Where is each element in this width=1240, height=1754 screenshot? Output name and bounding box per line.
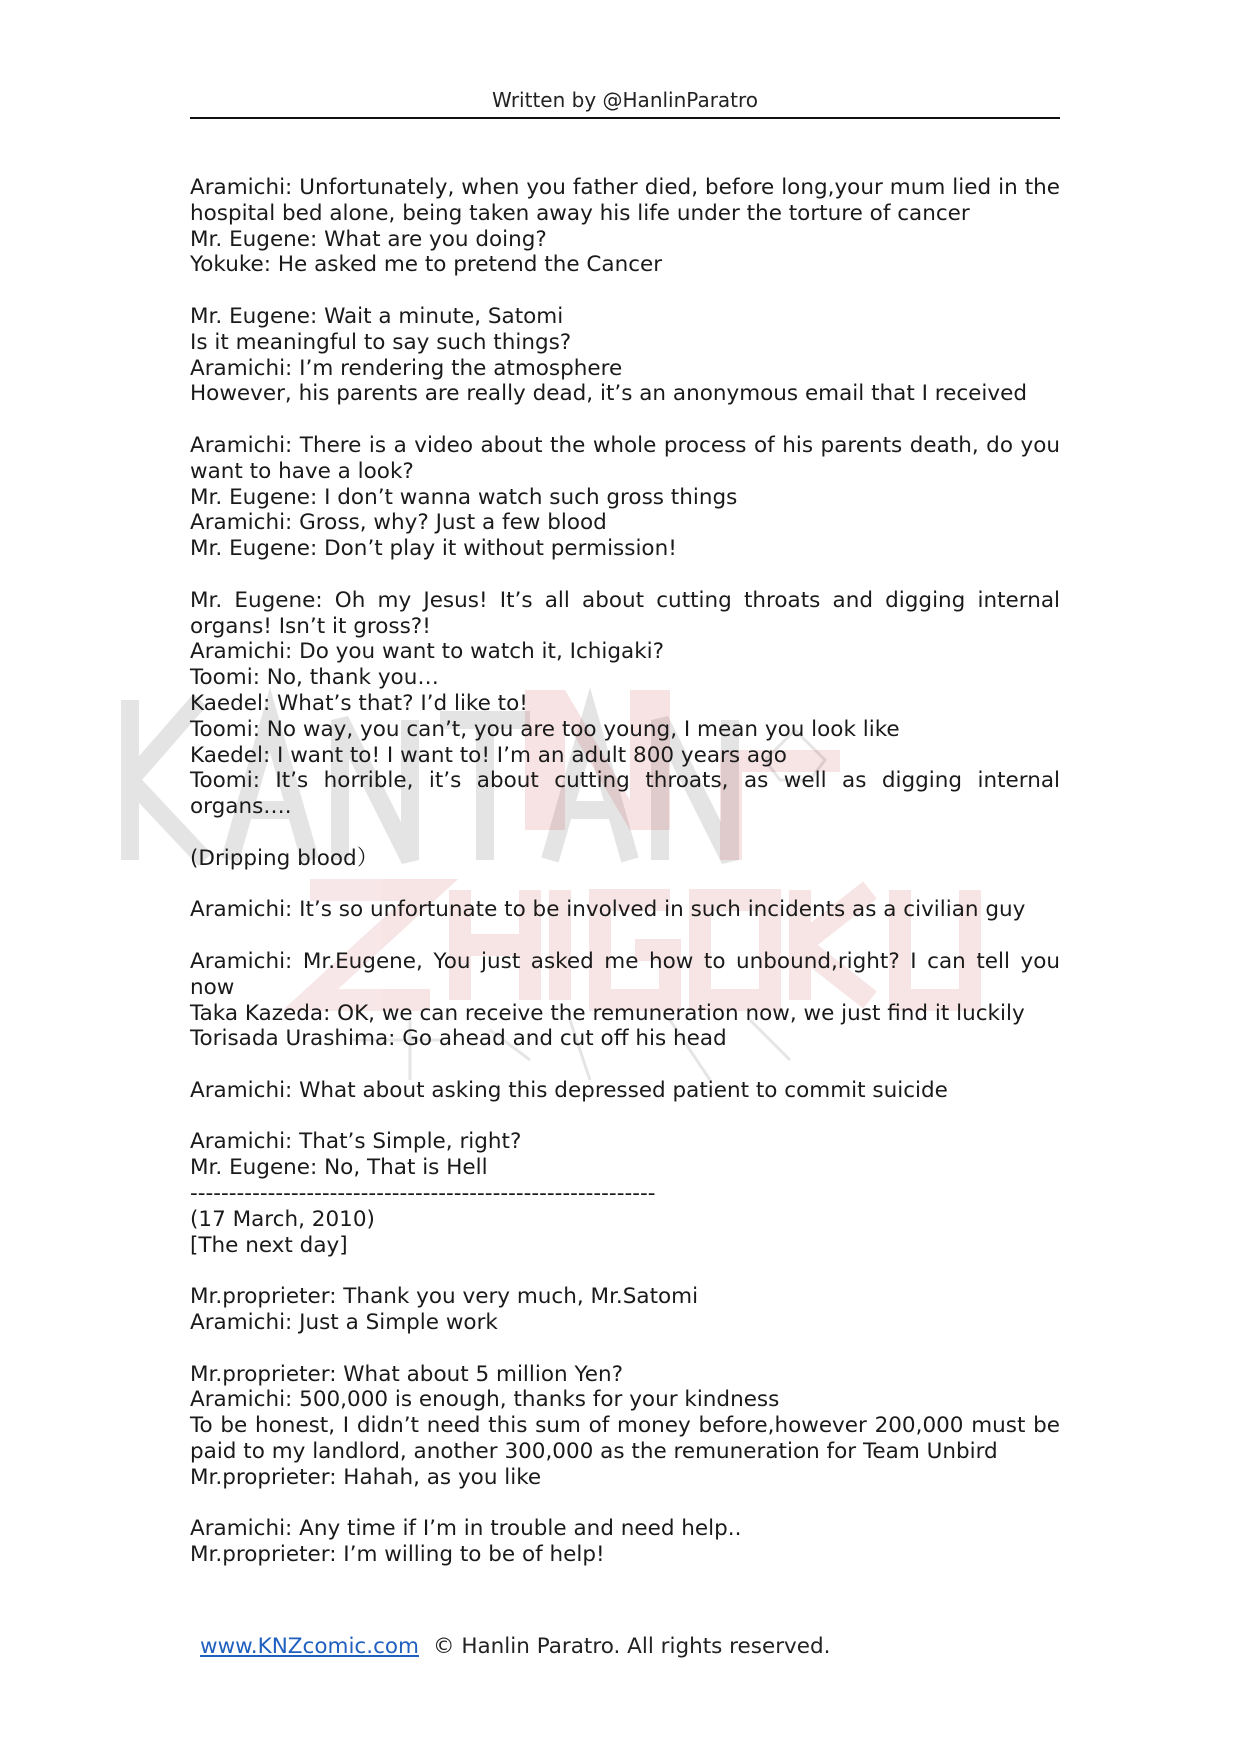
dialogue-line: Aramichi: Any time if I’m in trouble and need help.. — [190, 1516, 742, 1542]
dialogue-line: Toomi: It’s horrible, it’s about cutting throats, as well as digging internal organs…. — [190, 768, 1067, 820]
page-footer — [200, 1634, 830, 1659]
dialogue-line: Toomi: No way, you can’t, you are too young, I mean you look like — [190, 716, 900, 742]
dialogue-line: Aramichi: 500,000 is enough, thanks for your kindness — [190, 1387, 780, 1413]
dialogue-line: Aramichi: Gross, why? Just a few blood — [190, 510, 607, 536]
dialogue-line: Mr.proprieter: Hahah, as you like — [190, 1464, 542, 1490]
dialogue-line: Torisada Urashima: Go ahead and cut off his head — [190, 1026, 727, 1052]
blank-line — [190, 562, 1060, 588]
dialogue-line: Aramichi: Do you want to watch it, Ichigaki? — [190, 639, 665, 665]
copyright-text: © Hanlin Paratro. All rights reserved. — [433, 1634, 831, 1659]
dialogue-line: Aramichi: Unfortunately, when you father died, before long,your mum lied in the hospital bed alone, being taken away his life under the torture of cancer — [190, 175, 1067, 226]
website-link[interactable]: www.KNZcomic.com — [200, 1634, 419, 1659]
blank-line — [190, 278, 1060, 304]
dialogue-line: Mr. Eugene: Don’t play it without permission! — [190, 536, 677, 562]
dialogue-line: (Dripping blood） — [190, 845, 379, 871]
blank-line — [190, 407, 1060, 433]
blank-line — [190, 1258, 1060, 1284]
dialogue-line: Taka Kazeda: OK, we can receive the remuneration now, we just find it luckily — [190, 1000, 1025, 1026]
screenplay-dialogue — [190, 175, 1067, 1568]
dialogue-line: Mr.proprieter: Thank you very much, Mr.Satomi — [190, 1284, 699, 1310]
dialogue-line: Mr. Eugene: Wait a minute, Satomi — [190, 303, 564, 329]
dialogue-line: [The next day] — [190, 1232, 348, 1258]
dialogue-line: Aramichi: I’m rendering the atmosphere — [190, 355, 623, 381]
dialogue-line: Toomi: No, thank you… — [190, 665, 439, 691]
dialogue-line: To be honest, I didn’t need this sum of money before,however 200,000 must be paid to my landlord, another 300,000 as the remuneration for Team Unbird — [190, 1413, 1067, 1465]
dialogue-line: Aramichi: What about asking this depressed patient to commit suicide — [190, 1077, 948, 1103]
dialogue-line: However, his parents are really dead, it’s an anonymous email that I received — [190, 381, 1027, 407]
blank-line — [190, 1052, 1060, 1078]
dialogue-line: Aramichi: There is a video about the whole process of his parents death, do you want to have a look? — [190, 432, 1067, 484]
dialogue-line: Mr. Eugene: Oh my Jesus! It’s all about cutting throats and digging internal organs! Isn’t it gross?! — [190, 587, 1067, 639]
dialogue-line: Aramichi: It’s so unfortunate to be involved in such incidents as a civilian guy — [190, 897, 1026, 923]
dialogue-line: Aramichi: Just a Simple work — [190, 1310, 498, 1336]
dialogue-line: Aramichi: Mr.Eugene, You just asked me how to unbound,right? I can tell you now — [190, 948, 1067, 1000]
dialogue-line: Mr.proprieter: What about 5 million Yen? — [190, 1361, 624, 1387]
scene-divider-line: ------------------------------------------------------------ — [190, 1181, 656, 1207]
blank-line — [190, 872, 1060, 898]
blank-line — [190, 820, 1060, 846]
dialogue-line: Yokuke: He asked me to pretend the Cancer — [190, 252, 663, 278]
dialogue-line: Is it meaningful to say such things? — [190, 329, 572, 355]
blank-line — [190, 1104, 1060, 1130]
dialogue-line: Mr. Eugene: I don’t wanna watch such gross things — [190, 484, 738, 510]
dialogue-line: Kaedel: What’s that? I’d like to! — [190, 690, 528, 716]
page-header-title: Written by @HanlinParatro — [491, 88, 759, 112]
dialogue-line: (17 March, 2010) — [190, 1206, 375, 1232]
dialogue-line: Mr. Eugene: No, That is Hell — [190, 1155, 488, 1181]
dialogue-line: Mr. Eugene: What are you doing? — [190, 226, 547, 252]
blank-line — [190, 923, 1060, 949]
dialogue-line: Mr.proprieter: I’m willing to be of help! — [190, 1542, 605, 1568]
blank-line — [190, 1491, 1060, 1517]
dialogue-line: Kaedel: I want to! I want to! I’m an adult 800 years ago — [190, 742, 787, 768]
blank-line — [190, 1336, 1060, 1362]
header-divider — [190, 117, 1060, 119]
dialogue-line: Aramichi: That’s Simple, right? — [190, 1129, 522, 1155]
